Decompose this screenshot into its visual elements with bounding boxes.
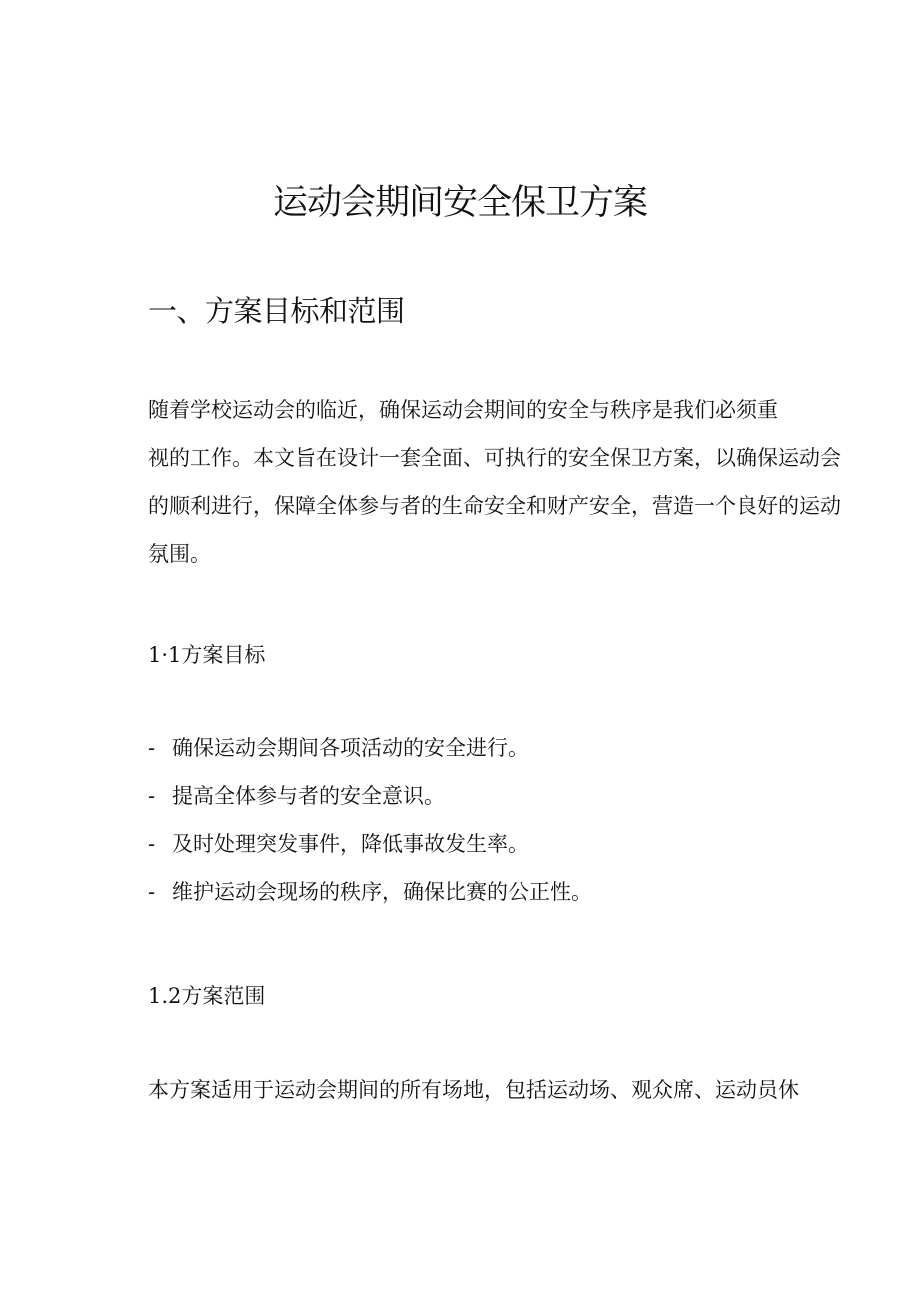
bullet-dash: - [148,880,156,904]
intro-line: 氛围。 [148,542,211,566]
list-item [148,778,592,826]
bullet-dash: - [148,784,156,808]
intro-line: 随着学校运动会的临近，确保运动会期间的安全与秩序是我们必须重 [148,398,778,422]
list-item [148,874,592,922]
bullet-dash: - [148,832,156,856]
intro-line: 的顺利进行，保障全体参与者的生命安全和财产安全，营造一个良好的运动 [148,494,841,518]
goals-list [148,730,592,922]
list-item [148,730,592,778]
list-item-text: 确保运动会期间各项活动的安全进行。 [172,736,529,760]
intro-line: 视的工作。本文旨在设计一套全面、可执行的安全保卫方案，以确保运动会 [148,446,841,470]
subheading-scope: 1.2方案范围 [148,984,266,1008]
subheading-goals: 1·1方案目标 [148,643,266,667]
intro-paragraph [148,386,841,578]
list-item-text: 提高全体参与者的安全意识。 [172,784,445,808]
list-item-text: 维护运动会现场的秩序，确保比赛的公正性。 [172,880,592,904]
document-title: 运动会期间安全保卫方案 [272,183,647,223]
list-item [148,826,592,874]
bullet-dash: - [148,736,156,760]
list-item-text: 及时处理突发事件，降低事故发生率。 [172,832,529,856]
scope-paragraph: 本方案适用于运动会期间的所有场地，包括运动场、观众席、运动员休 [148,1078,799,1102]
section-heading-goals-scope: 一、方案目标和范围 [148,294,405,328]
